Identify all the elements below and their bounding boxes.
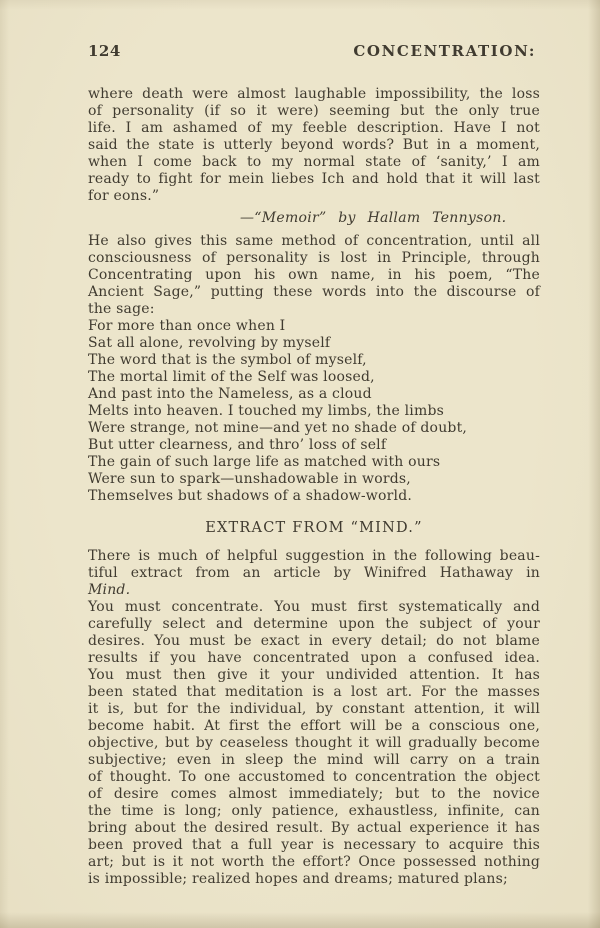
text-line: Ancient Sage,” putting these words into the discourse of	[88, 284, 540, 300]
text-line: life. I am ashamed of my feeble description. Have I not	[88, 120, 540, 136]
text-line: for eons.”	[88, 188, 160, 204]
page-body	[0, 60, 600, 888]
text-line: been proved that a full year is necessary to acquire this	[88, 837, 540, 853]
text-line: been stated that meditation is a lost art. For the masses	[88, 684, 540, 700]
paragraph-extract-intro	[88, 548, 540, 582]
text-line: is impossible; realized hopes and dreams; matured plans;	[88, 871, 508, 887]
text-line: art; but is it not worth the effort? Once possessed nothing	[88, 854, 540, 870]
text-line: when I come back to my normal state of ‘sanity,’ I am	[88, 154, 540, 170]
poem-ancient-sage	[88, 318, 540, 505]
text-line: tiful extract from an article by Winifred Hathaway in	[88, 565, 540, 581]
text-line: The word that is the symbol of myself,	[88, 352, 367, 368]
text-line: ready to fight for mein liebes Ich and hold that it will last	[88, 171, 540, 187]
text-line: The gain of such large life as matched with ours	[88, 454, 441, 470]
italic-mind-line: Mind.	[88, 582, 131, 598]
text-line: And past into the Nameless, as a cloud	[88, 386, 372, 402]
text-line: said the state is utterly beyond words? But in a moment,	[88, 137, 540, 153]
text-line: objective, but by ceaseless thought it will gradually become	[88, 735, 540, 751]
text-line: the time is long; only patience, exhaustless, infinite, can	[88, 803, 540, 819]
page-header	[0, 0, 600, 60]
text-line: desires. You must be exact in every detail; do not blame	[88, 633, 540, 649]
paragraph-quote-tennyson	[88, 86, 540, 205]
text-line: results if you have concentrated upon a confused idea.	[88, 650, 540, 666]
text-line: For more than once when I	[88, 318, 286, 334]
text-line: But utter clearness, and thro’ loss of self	[88, 437, 387, 453]
text-line: There is much of helpful suggestion in the following beau-	[88, 548, 540, 564]
paragraph-mind-extract	[88, 599, 540, 888]
text-line: He also gives this same method of concentration, until all	[88, 233, 540, 249]
text-line: it is, but for the individual, by constant attention, it will	[88, 701, 540, 717]
text-line: carefully select and determine upon the subject of your	[88, 616, 540, 632]
text-line: where death were almost laughable impossibility, the loss	[88, 86, 540, 102]
paragraph-ancient-sage-intro	[88, 233, 540, 318]
text-line: of personality (if so it were) seeming but the only true	[88, 103, 540, 119]
text-line: You must concentrate. You must first systematically and	[88, 599, 540, 615]
text-line: Were sun to spark—unshadowable in words,	[88, 471, 411, 487]
text-line: bring about the desired result. By actual experience it has	[88, 820, 540, 836]
text-line: Sat all alone, revolving by myself	[88, 335, 331, 351]
text-line: Themselves but shadows of a shadow-world.	[88, 488, 413, 504]
text-line: of desire comes almost immediately; but to the novice	[88, 786, 540, 802]
page-number: 124	[88, 42, 121, 60]
text-line: The mortal limit of the Self was loosed,	[88, 369, 375, 385]
running-title: CONCENTRATION:	[353, 42, 536, 60]
quote-attribution: —“Memoir” by Hallam Tennyson.	[240, 210, 507, 226]
text-line: consciousness of personality is lost in Principle, through	[88, 250, 540, 266]
section-heading: EXTRACT FROM “MIND.”	[205, 520, 423, 536]
text-line: the sage:	[88, 301, 155, 317]
text-line: You must then give it your undivided attention. It has	[88, 667, 540, 683]
text-line: subjective; even in sleep the mind will carry on a train	[88, 752, 540, 768]
text-line: Were strange, not mine—and yet no shade of doubt,	[88, 420, 468, 436]
text-line: of thought. To one accustomed to concentration the object	[88, 769, 540, 785]
text-line: become habit. At first the effort will be a conscious one,	[88, 718, 540, 734]
text-line: Melts into heaven. I touched my limbs, the limbs	[88, 403, 444, 419]
text-line: Concentrating upon his own name, in his poem, “The	[88, 267, 540, 283]
